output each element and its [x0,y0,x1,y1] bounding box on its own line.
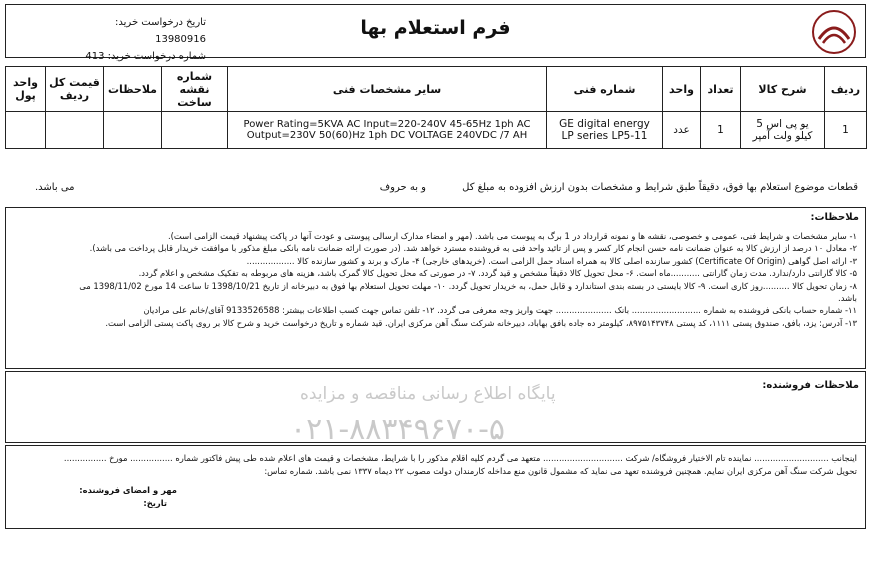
row-number: 1 [825,112,867,149]
item-quantity: 1 [701,112,741,149]
technical-number-line: GE digital energy [559,118,650,130]
table-header-row [6,67,867,112]
col-header: سایر مشخصات فنی [228,67,547,112]
item-unit: عدد [663,112,701,149]
summary-words: و به حروف [379,182,426,193]
note-line: ۱۳- آدرس: یزد، بافق، صندوق پستی ۱۱۱۱، کد پستی ۸۹۷۵۱۴۳۷۴۸، کیلومتر ده جاده بافق بهاباد، دبیرخانه شرکت سنگ آهن مرکزی ایران. قید شماره و تاریخ درخواست خرید و شرح کالا بر روی پاکت پستی الزامی است. [105,317,857,328]
acknowledgement-text [14,452,857,510]
note-line: ۵- کالا گارانتی دارد/ندارد. مدت زمان گارانتی ...........ماه است. ۶- محل تحویل کالا دقیقاً مشخص و قید گردد. ۷- در صورتی که محل تحویل کالا گمرک باشد، هزینه های مربوطه به تفکیک مشخص و اعلام گردد. [138,268,857,279]
ack-line: اینجانب ............................ نماینده تام الاختیار فروشگاه/ شرکت .............................. متعهد می گردم کلیه اقلام مذکور را با شرایط، مشخصات و قیمت های اعلام شده طی پیش فاکتور شماره ................ مورخ ................ [63,453,857,463]
seller-acknowledgement [5,445,866,529]
col-header: شماره نقشه ساخت [162,67,228,112]
ack-line: تحویل شرکت سنگ آهن مرکزی ایران نمایم. همچنین فروشنده تعهد می نماید که مشمول قانون منع مداخله کارمندان دولت مصوب ۲۲ دیماه ۱۳۳۷ نمی باشد. شماره تماس: [264,466,857,476]
col-header: ملاحظات [104,67,162,112]
col-header: قیمت کل ردیف [46,67,104,112]
price-summary [5,180,866,200]
note-line: ۳- ارائه اصل گواهی (Certificate Of Origin) کشور سازنده اصلی کالا به همراه اسناد حمل الزامی است. (خریدهای خارجی) ۴- مارک و برند و کشور سازنده کالا .................. [246,255,857,266]
table-row [6,112,867,149]
request-meta [76,14,206,65]
col-header: تعداد [701,67,741,112]
seller-signature-label: مهر و امضای فروشنده: [79,485,177,495]
note-line: ۸- زمان تحویل کالا ..........روز کاری است. ۹- کالا بایستی در بسته بندی استاندارد و قابل حمل، به خریدار تحویل گردد. ۱۰- مهلت تحویل استعلام بها فوق به دبیرخانه از تاریخ 1398/10/21 تا ساعت 14 مورخ 1398/11/02 می [79,280,857,291]
notes-section [5,207,866,369]
items-table [5,66,867,149]
col-header: واحد پول [6,67,46,112]
request-no: 413 [85,51,105,62]
item-description-line: یو پی اس 5 [756,118,809,130]
technical-specs-line: Output=230V 50(60)Hz 1ph DC VOLTAGE 240VDC /7 AH [246,130,528,141]
note-line: باشد. [838,293,857,304]
row-total-cell [46,112,104,149]
note-line: ۱۱- شماره حساب بانکی فروشنده به شماره .......................... بانک ..................... جهت واریز وجه معرفی می گردد. ۱۲- تلفن تماس جهت کسب اطلاعات بیشتر: 9133526588 آقای/خانم علی مرادیان [143,305,857,316]
summary-end: می باشد. [35,182,75,193]
col-header: شماره فنی [547,67,663,112]
col-header: ردیف [825,67,867,112]
request-no-label: شماره درخواست خرید: [107,51,206,62]
notes-title: ملاحظات: [810,212,859,223]
form-header [5,4,866,62]
note-line: ۱- سایر مشخصات و شرایط فنی، عمومی و خصوصی، نقشه ها و نمونه قرارداد در 1 برگ به پیوست می باشد. (مهر و امضاء مدارک ارسالی پیوستی و عودت آنها در پاکت پیشنهاد قیمت الزامی است). [168,231,857,241]
col-header: واحد [663,67,701,112]
technical-number-line: LP series LP5-11 [561,130,648,142]
form-title: فرم استعلام بها [360,17,511,39]
item-description-line: کیلو ولت آمپر [752,130,813,142]
technical-specs-line: Power Rating=5KVA AC Input=220-240V 45-65Hz 1ph AC [243,119,531,130]
request-date-label: تاریخ درخواست خرید: [115,17,206,28]
request-date: 13980916 [155,34,206,45]
seller-notes-title: ملاحظات فروشنده: [762,380,859,391]
technical-specs [228,112,547,149]
notes-list [14,230,857,329]
watermark-text: پایگاه اطلاع رسانی مناقصه و مزایده [300,384,556,404]
watermark-phone: ۰۲۱-۸۸۳۴۹۶۷۰-۵ [290,412,506,447]
currency-cell [6,112,46,149]
date-label: تاریخ: [143,498,167,508]
technical-number [547,112,663,149]
item-description [741,112,825,149]
note-line: ۲- معادل ۱۰ درصد از ارزش کالا به عنوان ضمانت نامه حسن انجام کار کسر و پس از تائید واحد فنی به فروشنده مسترد خواهد شد. (در صورت ارائه ضمانت نامه بانکی مبلغ مذکور با موافقت خریدار قابل پرداخت می باشد). [89,243,857,254]
summary-text: قطعات موضوع استعلام بها فوق، دقیقاً طبق شرایط و مشخصات بدون ارزش افزوده به مبلغ کل [462,182,858,193]
drawing-number [162,112,228,149]
col-header: شرح کالا [741,67,825,112]
remarks-cell [104,112,162,149]
